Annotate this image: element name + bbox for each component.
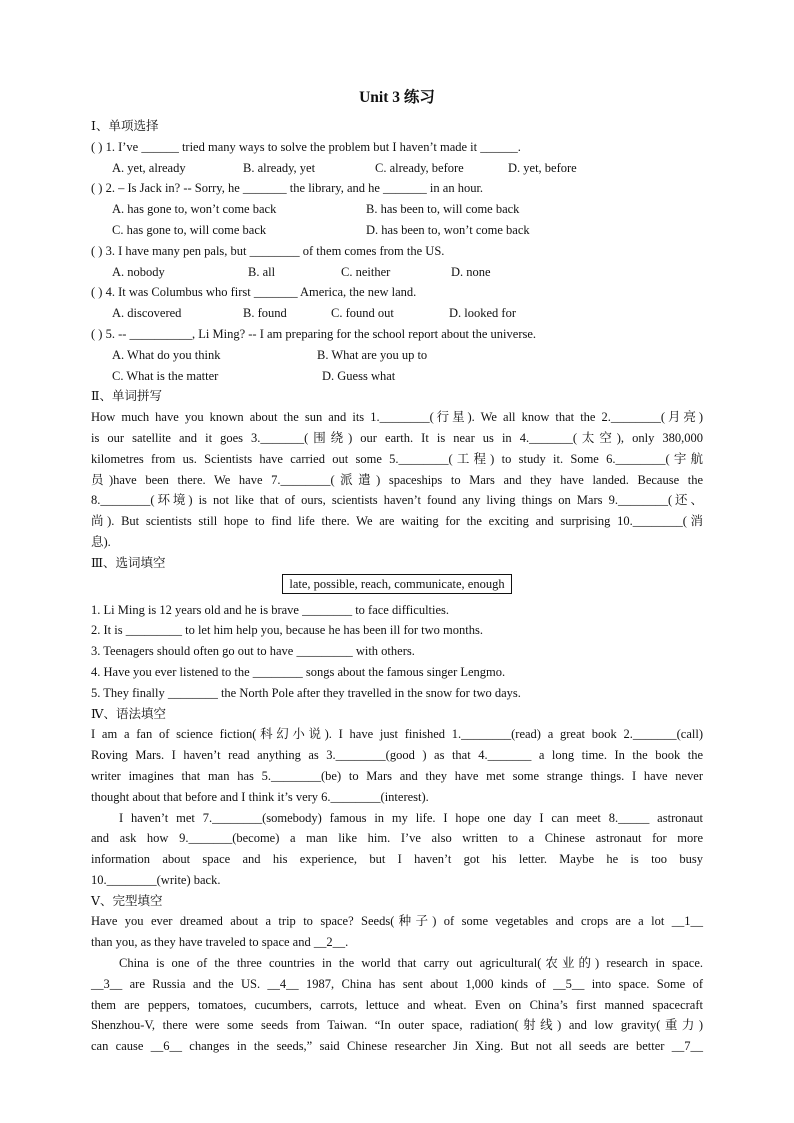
paragraph-line: kilometres from us. Scientists have carried out some 5.________(工程) to study it. Some 6.________(宇航	[91, 451, 703, 466]
paragraph-line: __3__ are Russia and the US. __4__ 1987, China has sent about 1,000 kinds of __5__ into space. Some of	[91, 976, 703, 991]
paragraph-line: is our satellite and it goes 3._______(围绕) our earth. It is near us in 4._______(太空), only 380,000	[91, 430, 703, 445]
question-5: ( ) 5. -- __________, Li Ming? -- I am preparing for the school report about the universe.	[91, 326, 537, 341]
question-3: ( ) 3. I have many pen pals, but ________ of them comes from the US.	[91, 243, 445, 258]
paragraph-line: them are peppers, tomatoes, cucumbers, carrots, lettuce and wheat. Even on China’s first manned spacecraft	[91, 997, 703, 1012]
spelling-paragraph	[91, 407, 703, 553]
option-c: C. already, before	[375, 160, 464, 175]
option-c: C. has gone to, will come back	[112, 222, 267, 237]
paragraph-line: How much have you known about the sun and its 1.________(行星). We all know that the 2.________(月亮)	[91, 410, 703, 425]
options-5b	[91, 366, 703, 387]
grammar-paragraph	[91, 724, 703, 890]
paragraph-line: 息).	[91, 534, 111, 549]
option-c: C. neither	[341, 264, 391, 279]
section-heading-4: Ⅳ、语法填空	[91, 706, 166, 721]
option-d: D. none	[451, 264, 491, 279]
option-a: A. has gone to, won’t come back	[112, 202, 277, 217]
paragraph-line: China is one of the three countries in the world that carry out agricultural(农业的) research in space.	[119, 956, 703, 971]
option-a: A. yet, already	[112, 160, 186, 175]
option-d: D. Guess what	[322, 368, 396, 383]
paragraph-line: 8.________(环境) is not like that of ours, scientists haven’t found any living things on Mars 9.________(还、	[91, 493, 703, 508]
paragraph-line: and ask how 9._______(become) a man like him. I’ve also written to a Chinese astronaut for more	[91, 831, 703, 846]
paragraph-line: Roving Mars. I haven’t read anything as 3.________(good ) as that 4._______ a long time. In the book the	[91, 748, 703, 763]
options-2a	[91, 199, 703, 220]
option-b: B. What are you up to	[317, 347, 428, 362]
options-2b	[91, 220, 703, 241]
paragraph-line: Shenzhou-V, there were some seeds from Taiwan. “In outer space, radiation(射线) and low gravity(重力)	[91, 1018, 703, 1033]
question-2: ( ) 2. – Is Jack in? -- Sorry, he _______ the library, and he _______ in an hour.	[91, 181, 484, 196]
paragraph-line: 员)have been there. We have 7.________(派遣) spaceships to Mars and they have landed. Because the	[91, 472, 703, 487]
options-4	[91, 303, 703, 324]
fill-question-5: 5. They finally ________ the North Pole after they travelled in the snow for two days.	[91, 685, 521, 700]
option-c: C. found out	[331, 306, 394, 321]
paragraph-line: 尚). But scientists still hope to find life there. We are waiting for the exciting and surprising 10.________(消	[91, 514, 703, 529]
option-a: A. discovered	[112, 306, 182, 321]
fill-question-1: 1. Li Ming is 12 years old and he is brave ________ to face difficulties.	[91, 602, 450, 617]
option-d: D. yet, before	[508, 160, 577, 175]
worksheet	[91, 88, 703, 1057]
option-b: B. found	[243, 306, 287, 321]
section-heading-2: Ⅱ、单词拼写	[91, 389, 162, 404]
word-bank-box: late, possible, reach, communicate, enough	[282, 574, 511, 594]
paragraph-line: than you, as they have traveled to space and __2__.	[91, 935, 349, 950]
option-c: C. What is the matter	[112, 368, 219, 383]
option-d: D. looked for	[449, 306, 516, 321]
options-5a	[91, 345, 703, 366]
paragraph-line: I haven’t met 7.________(somebody) famous in my life. I hope one day I can meet 8._____ astronaut	[119, 810, 703, 825]
option-d: D. has been to, won’t come back	[366, 222, 530, 237]
cloze-paragraph	[91, 911, 703, 1057]
options-3	[91, 262, 703, 283]
option-b: B. already, yet	[243, 160, 316, 175]
paragraph-line: thought about that before and I think it’s very 6.________(interest).	[91, 789, 429, 804]
paragraph-line: I am a fan of science fiction(科幻小说). I have just finished 1.________(read) a great book 2._______(call)	[91, 727, 703, 742]
option-a: A. nobody	[112, 264, 165, 279]
section-heading-1: Ⅰ、单项选择	[91, 119, 159, 133]
option-b: B. all	[248, 264, 276, 279]
question-4: ( ) 4. It was Columbus who first _______ America, the new land.	[91, 285, 417, 300]
section-heading-5: Ⅴ、完型填空	[91, 893, 163, 908]
fill-question-4: 4. Have you ever listened to the ________ songs about the famous singer Lengmo.	[91, 664, 506, 679]
paragraph-line: 10.________(write) back.	[91, 872, 221, 887]
paragraph-line: can cause __6__ changes in the seeds,” said Chinese researcher Jin Xing. But not all seeds are better __7__	[91, 1039, 703, 1054]
option-a: A. What do you think	[112, 347, 221, 362]
section-heading-3: Ⅲ、选词填空	[91, 555, 166, 570]
fill-question-2: 2. It is _________ to let him help you, because he has been ill for two months.	[91, 623, 483, 638]
options-1	[91, 158, 703, 179]
question-1: ( ) 1. I’ve ______ tried many ways to solve the problem but I haven’t made it ______.	[91, 139, 521, 154]
option-b: B. has been to, will come back	[366, 202, 520, 217]
paragraph-line: writer imagines that man has 5.________(be) to Mars and they have met some strange things. I have never	[91, 768, 703, 783]
page-title: Unit 3 练习	[359, 89, 435, 106]
paragraph-line: information about space and his experience, but I haven’t got his letter. Maybe he is too busy	[91, 852, 703, 867]
word-bank	[91, 574, 703, 598]
paragraph-line: Have you ever dreamed about a trip to space? Seeds(种子) of some vegetables and crops are a lot __1__	[91, 914, 703, 929]
fill-question-3: 3. Teenagers should often go out to have _________ with others.	[91, 644, 415, 659]
